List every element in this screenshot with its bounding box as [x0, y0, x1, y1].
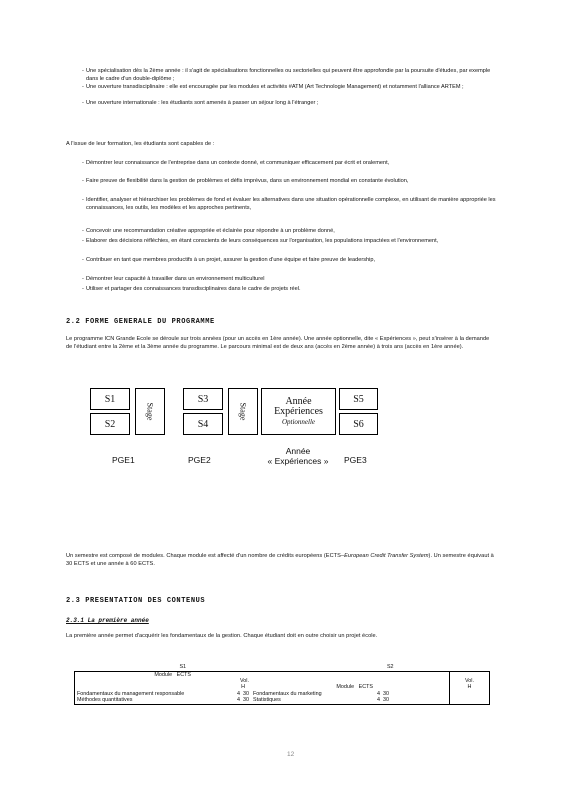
- page-number: 12: [287, 751, 295, 758]
- ability-item: - Démontrer leur connaissance de l'entreprise dans un contexte donné, et communiquer efficacement par écrit et oralement,: [82, 160, 390, 166]
- stage-label: Stage: [238, 402, 248, 421]
- semester-s1: S1: [90, 388, 130, 410]
- semester-s5: S5: [339, 388, 378, 410]
- table-semester-row: S1 S2: [75, 664, 490, 671]
- subsection-heading: 2.3.1 La première année: [66, 617, 149, 624]
- table-row: Fondamentaux du management responsable 4 30 Fondamentaux du marketing 4 30: [75, 691, 490, 698]
- semester-s6: S6: [339, 413, 378, 435]
- pge3-label: PGE3: [344, 455, 367, 465]
- section-paragraph: Le programme ICN Grande Ecole se déroule sur trois années (pour un accès en 1ère année). Une année optionnelle, dite « Expériences », peut s'insérer à la demande de l'étudiant entre la 2ème et la 3ème année du programme. Le parcours minimal est de deux ans (accès en 2ème année) à trois ans (accès en 1ère année).: [66, 336, 490, 350]
- table-row: Méthodes quantitatives 4 30 Statistiques 4 30: [75, 697, 490, 704]
- pge2-label: PGE2: [188, 455, 211, 465]
- experiences-label: Année « Expériences »: [267, 446, 329, 466]
- top-bullet: - Une ouverture internationale : les étudiants sont amenés à passer un séjour long à l'étranger ;: [82, 100, 319, 106]
- stage-box-2: [228, 388, 258, 435]
- intro-text: A l'issue de leur formation, les étudiants sont capables de :: [66, 141, 215, 147]
- top-bullet: - Une ouverture transdisciplinaire : elle est encouragée par les modules et activités #ATM (Art Technologie Management) et notamment l'alliance ARTEM ;: [82, 84, 464, 90]
- top-bullet: - Une spécialisation dès la 2ème année : il s'agit de spécialisations fonctionnelles ou sectorielles qui peuvent être approfondie par la poursuite d'études, par exemple dans le cadre d'un double-diplôme ;: [82, 68, 491, 82]
- section-heading: 2.3 PRESENTATION DES CONTENUS: [66, 597, 206, 605]
- ability-item: - Identifier, analyser et hiérarchiser les problèmes de fond et évaluer les alternatives dans une situation opérationnelle complexe, en utilisant de manière appropriée les connaissances, les outils, les modèles et les approches pertinents,: [82, 197, 496, 211]
- semester-s2: S2: [90, 413, 130, 435]
- ability-item: - Contribuer en tant que membres productifs à un projet, assurer la gestion d'une équipe et faire preuve de leadership,: [82, 257, 376, 263]
- subsection-paragraph: La première année permet d'acquérir les fondamentaux de la gestion. Chaque étudiant doit en outre choisir un projet école.: [66, 633, 378, 639]
- ability-item: - Faire preuve de flexibilité dans la gestion de problèmes et défis imprévus, dans un environnement mondial en constante évolution,: [82, 178, 409, 184]
- section-heading: 2.2 FORME GENERALE DU PROGRAMME: [66, 318, 215, 326]
- table-header-row: Module ECTS Vol. H Module ECTS Vol. H: [75, 671, 490, 691]
- pge1-label: PGE1: [112, 455, 135, 465]
- semester-s3: S3: [183, 388, 223, 410]
- ability-item: - Démontrer leur capacité à travailler dans un environnement multiculturel: [82, 276, 265, 282]
- stage-box-1: [135, 388, 165, 435]
- ects-paragraph: Un semestre est composé de modules. Chaque module est affecté d'un nombre de crédits européens (ECTS–European Credit Transfer System). Un semestre équivaut à 30 ECTS et une année à 60 ECTS.: [66, 553, 494, 567]
- ability-item: - Elaborer des décisions réfléchies, en étant conscients de leurs conséquences sur l'organisation, les populations impactées et l'environnement,: [82, 238, 439, 244]
- ability-item: - Concevoir une recommandation créative appropriée et éclairée pour répondre à un problème donné,: [82, 228, 335, 234]
- semester-s4: S4: [183, 413, 223, 435]
- ability-item: - Utiliser et partager des connaissances transdisciplinaires dans le cadre de projets réel.: [82, 286, 301, 292]
- experiences-box: Année Expériences Optionnelle: [261, 388, 336, 435]
- stage-label: Stage: [145, 402, 155, 421]
- course-table: [74, 664, 490, 705]
